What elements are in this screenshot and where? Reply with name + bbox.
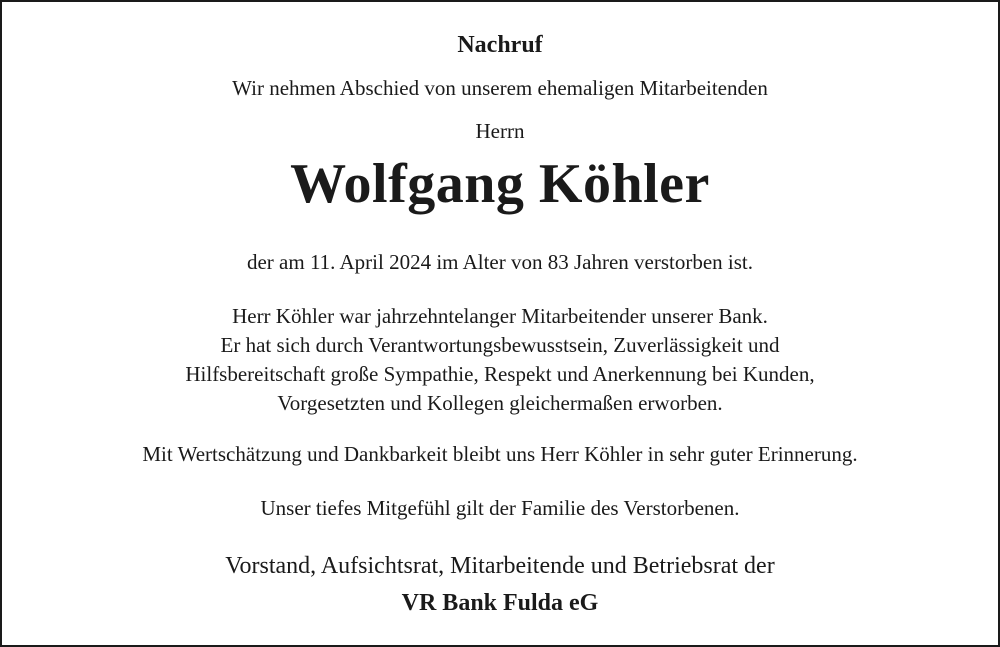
tribute-line: Hilfsbereitschaft große Sympathie, Respekt und Anerkennung bei Kunden,	[185, 362, 815, 386]
appreciation-line: Mit Wertschätzung und Dankbarkeit bleibt uns Herr Köhler in sehr guter Erinnerung.	[142, 442, 858, 466]
tribute-line: Er hat sich durch Verantwortungsbewusstsein, Zuverlässigkeit und	[220, 333, 780, 357]
signatories-line: Vorstand, Aufsichtsrat, Mitarbeitende und Betriebsrat der	[225, 553, 775, 579]
notice-intro: Wir nehmen Abschied von unserem ehemaligen Mitarbeitenden	[232, 76, 768, 100]
institution-name: VR Bank Fulda eG	[401, 590, 599, 616]
condolence-line: Unser tiefes Mitgefühl gilt der Familie des Verstorbenen.	[260, 496, 740, 520]
death-details: der am 11. April 2024 im Alter von 83 Jahren verstorben ist.	[246, 250, 754, 274]
tribute-line: Herr Köhler war jahrzehntelanger Mitarbeitender unserer Bank.	[232, 304, 768, 328]
notice-heading: Nachruf	[457, 32, 543, 58]
deceased-name: Wolfgang Köhler	[290, 153, 710, 215]
notice-salutation: Herrn	[475, 119, 525, 143]
tribute-paragraph	[2, 302, 998, 418]
tribute-line: Vorgesetzten und Kollegen gleichermaßen erworben.	[277, 391, 723, 415]
